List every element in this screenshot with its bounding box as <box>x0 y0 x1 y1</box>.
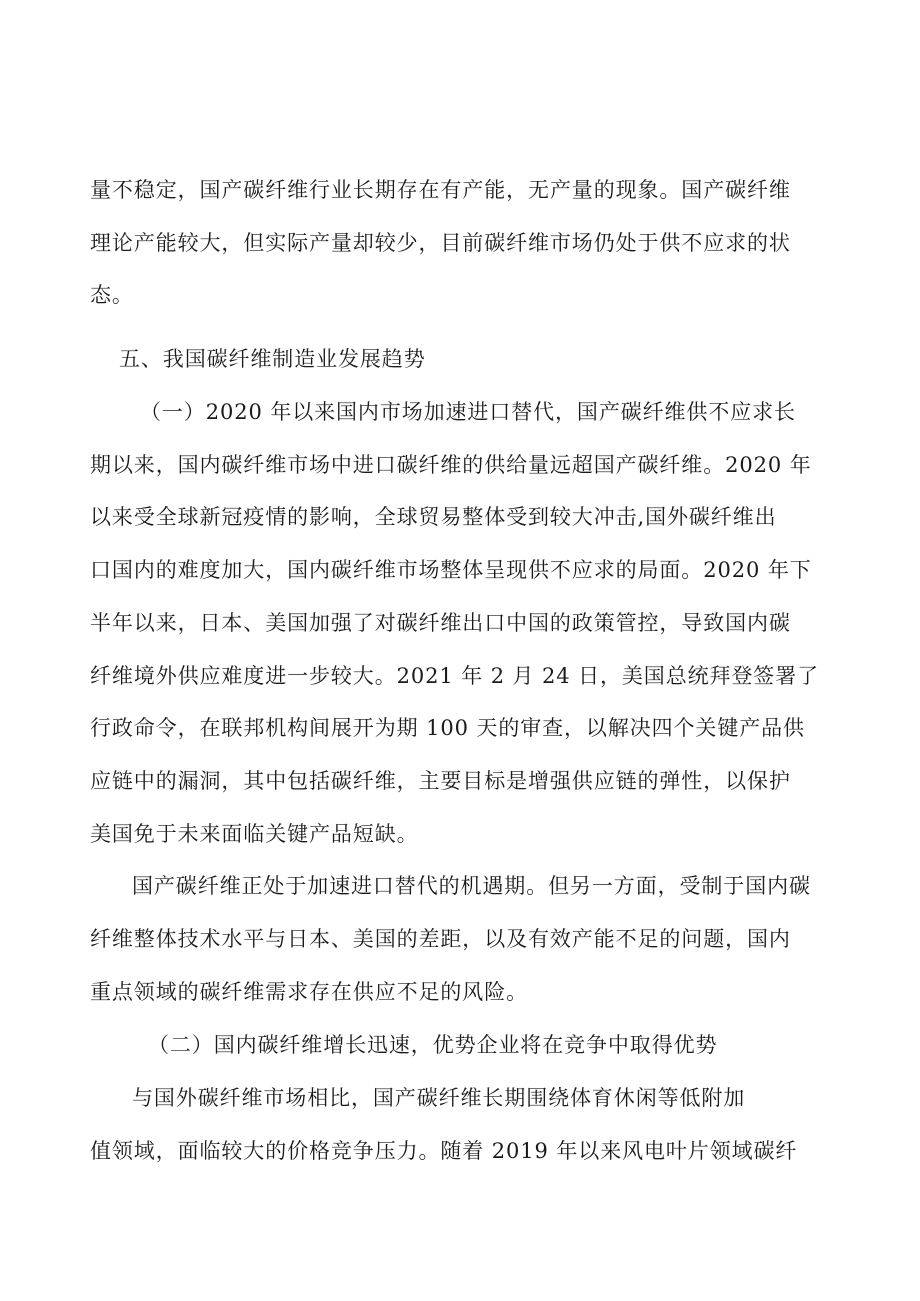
paragraph-line: 态。 <box>90 283 134 307</box>
subsection-heading: （一）2020 年以来国内市场加速进口替代，国产碳纤维供不应求长 <box>140 400 796 424</box>
paragraph-line: 值领域，面临较大的价格竞争压力。随着 2019 年以来风电叶片领域碳纤 <box>90 1139 798 1163</box>
paragraph-line: 纤维整体技术水平与日本、美国的差距，以及有效产能不足的问题，国内 <box>90 927 791 951</box>
subsection-heading: （二）国内碳纤维增长迅速，优势企业将在竞争中取得优势 <box>148 1033 718 1057</box>
paragraph-line: 国产碳纤维正处于加速进口替代的机遇期。但另一方面，受制于国内碳 <box>132 874 811 898</box>
paragraph-line: 美国免于未来面临关键产品短缺。 <box>90 822 419 846</box>
paragraph-line: 纤维境外供应难度进一步较大。2021 年 2 月 24 日，美国总统拜登签署了 <box>90 664 819 688</box>
paragraph-line: 口国内的难度加大，国内碳纤维市场整体呈现供不应求的局面。2020 年下 <box>90 558 812 582</box>
paragraph-line: 应链中的漏洞，其中包括碳纤维，主要目标是增强供应链的弹性，以保护 <box>90 769 791 793</box>
paragraph-line: 重点领域的碳纤维需求存在供应不足的风险。 <box>90 980 528 1004</box>
section-heading: 五、我国碳纤维制造业发展趋势 <box>119 347 426 371</box>
paragraph-line: 期以来，国内碳纤维市场中进口碳纤维的供给量远超国产碳纤维。2020 年 <box>90 453 812 477</box>
paragraph-line: 理论产能较大，但实际产量却较少，目前碳纤维市场仍处于供不应求的状 <box>90 231 791 255</box>
paragraph-line: 以来受全球新冠疫情的影响，全球贸易整体受到较大冲击,国外碳纤维出 <box>90 505 777 529</box>
paragraph-line: 行政命令，在联邦机构间展开为期 100 天的审查，以解决四个关键产品供 <box>90 716 805 740</box>
paragraph-line: 量不稳定，国产碳纤维行业长期存在有产能，无产量的现象。国产碳纤维 <box>90 178 791 202</box>
paragraph-line: 半年以来，日本、美国加强了对碳纤维出口中国的政策管控，导致国内碳 <box>90 611 791 635</box>
paragraph-line: 与国外碳纤维市场相比，国产碳纤维长期围绕体育休闲等低附加 <box>132 1086 746 1110</box>
